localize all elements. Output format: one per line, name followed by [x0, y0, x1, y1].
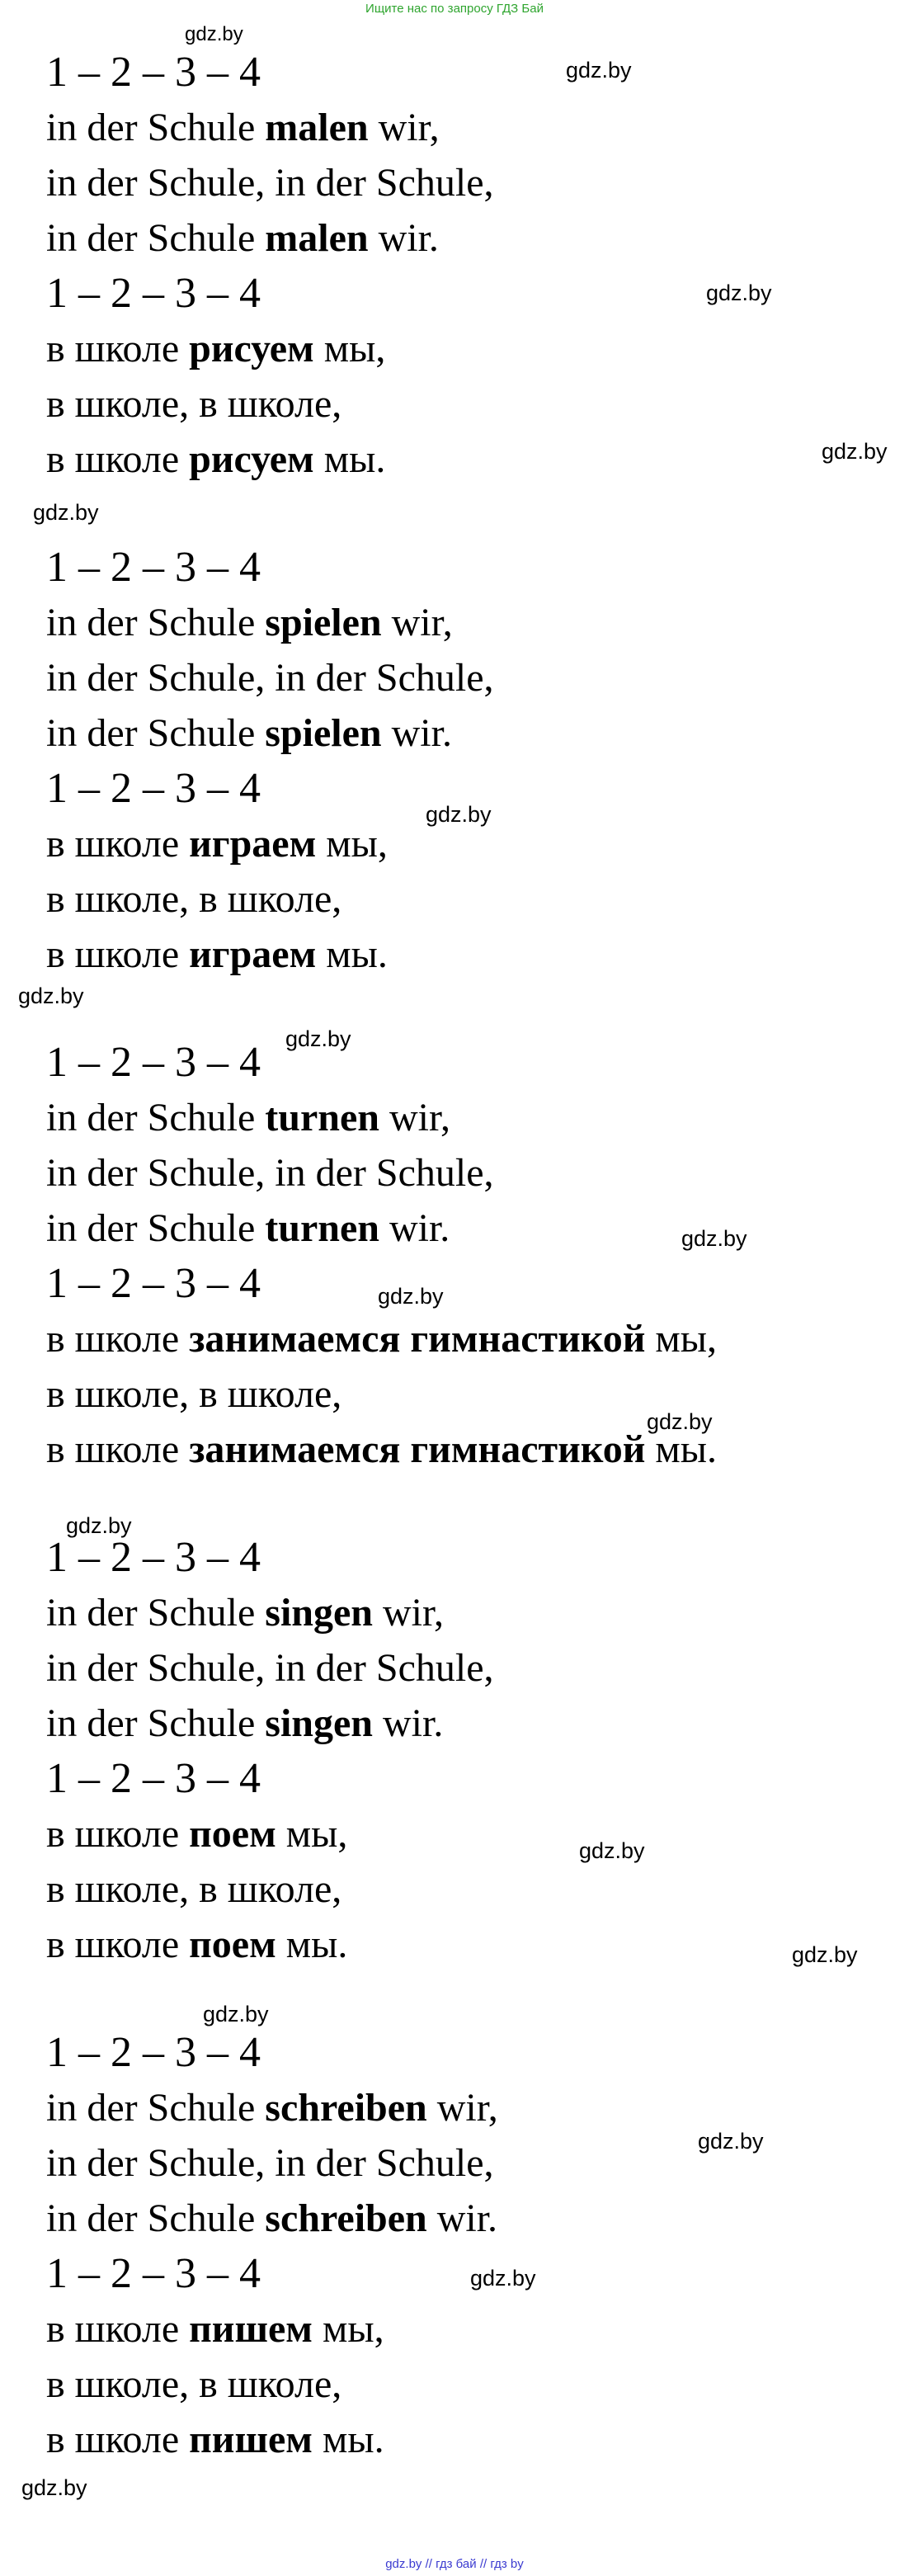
watermark: gdz.by — [792, 1942, 858, 1967]
german-line: in der Schule singen wir. — [46, 1701, 444, 1745]
watermark: gdz.by — [66, 1513, 132, 1538]
top-banner: Ищите нас по запросу ГДЗ Бай — [365, 2, 544, 16]
russian-line: в школе рисуем мы, — [46, 327, 386, 370]
watermark: gdz.by — [426, 802, 492, 827]
count-line: 1 – 2 – 3 – 4 — [46, 765, 261, 812]
count-line: 1 – 2 – 3 – 4 — [46, 2250, 261, 2297]
german-line: in der Schule, in der Schule, — [46, 161, 494, 205]
german-line: in der Schule, in der Schule, — [46, 656, 494, 700]
count-line: 1 – 2 – 3 – 4 — [46, 2029, 261, 2076]
watermark: gdz.by — [681, 1226, 747, 1251]
verb: поем — [189, 1923, 276, 1966]
watermark: gdz.by — [698, 2129, 764, 2154]
german-line: in der Schule schreiben wir, — [46, 2086, 498, 2130]
russian-line: в школе поем мы. — [46, 1923, 348, 1966]
german-line: in der Schule singen wir, — [46, 1591, 445, 1635]
russian-line: в школе играем мы. — [46, 932, 388, 976]
russian-line: в школе пишем мы, — [46, 2307, 384, 2351]
count-line: 1 – 2 – 3 – 4 — [46, 1534, 261, 1581]
german-line: in der Schule, in der Schule, — [46, 1646, 494, 1690]
russian-line: в школе играем мы, — [46, 822, 388, 866]
verb: пишем — [189, 2307, 313, 2351]
russian-line: в школе поем мы, — [46, 1812, 348, 1856]
verb: пишем — [189, 2418, 313, 2461]
russian-line: в школе пишем мы. — [46, 2418, 384, 2461]
watermark: gdz.by — [33, 500, 99, 525]
russian-line: в школе, в школе, — [46, 2362, 342, 2406]
verb: malen — [265, 216, 369, 260]
verb: turnen — [265, 1096, 379, 1139]
watermark: gdz.by — [21, 2475, 87, 2500]
german-line: in der Schule turnen wir, — [46, 1096, 451, 1139]
russian-line: в школе рисуем мы. — [46, 437, 386, 481]
verb: malen — [265, 106, 369, 149]
russian-line: в школе, в школе, — [46, 1867, 342, 1911]
verb: spielen — [265, 601, 382, 644]
verb: играем — [189, 932, 317, 976]
watermark: gdz.by — [822, 439, 888, 464]
russian-line: в школе, в школе, — [46, 382, 342, 426]
verb: schreiben — [265, 2086, 427, 2130]
count-line: 1 – 2 – 3 – 4 — [46, 270, 261, 317]
verb: занимаемся гимнастикой — [189, 1427, 646, 1471]
watermark: gdz.by — [579, 1838, 645, 1863]
watermark: gdz.by — [285, 1026, 351, 1051]
verb: turnen — [265, 1206, 379, 1250]
verb: schreiben — [265, 2196, 427, 2240]
russian-line: в школе, в школе, — [46, 877, 342, 921]
watermark: gdz.by — [185, 23, 243, 45]
watermark: gdz.by — [18, 984, 84, 1008]
german-line: in der Schule spielen wir. — [46, 711, 452, 755]
verb: singen — [265, 1701, 373, 1745]
count-line: 1 – 2 – 3 – 4 — [46, 544, 261, 591]
bottom-banner: gdz.by // гдз бай // гдз by — [385, 2557, 524, 2571]
verb: рисуем — [189, 437, 314, 481]
verb: поем — [189, 1812, 276, 1856]
german-line: in der Schule malen wir. — [46, 216, 439, 260]
watermark: gdz.by — [470, 2266, 536, 2291]
german-line: in der Schule turnen wir. — [46, 1206, 450, 1250]
stanza — [46, 2025, 896, 2467]
watermark: gdz.by — [647, 1409, 713, 1434]
verb: spielen — [265, 711, 382, 755]
russian-line: в школе занимаемся гимнастикой мы, — [46, 1317, 718, 1361]
russian-line: в школе занимаемся гимнастикой мы. — [46, 1427, 718, 1471]
watermark: gdz.by — [378, 1284, 444, 1309]
watermark: gdz.by — [203, 2002, 269, 2026]
watermark: gdz.by — [706, 281, 772, 305]
count-line: 1 – 2 – 3 – 4 — [46, 1260, 261, 1307]
stanza — [46, 45, 896, 487]
verb: рисуем — [189, 327, 314, 370]
stanza — [46, 1530, 896, 1972]
german-line: in der Schule malen wir, — [46, 106, 440, 149]
german-line: in der Schule, in der Schule, — [46, 2141, 494, 2185]
stanza — [46, 540, 896, 982]
stanza — [46, 1035, 896, 1477]
german-line: in der Schule spielen wir, — [46, 601, 453, 644]
count-line: 1 – 2 – 3 – 4 — [46, 49, 261, 96]
verb: singen — [265, 1591, 373, 1635]
german-line: in der Schule, in der Schule, — [46, 1151, 494, 1195]
watermark: gdz.by — [566, 58, 632, 83]
count-line: 1 – 2 – 3 – 4 — [46, 1755, 261, 1802]
song-text — [46, 45, 896, 2467]
verb: играем — [189, 822, 317, 866]
russian-line: в школе, в школе, — [46, 1372, 342, 1416]
verb: занимаемся гимнастикой — [189, 1317, 646, 1361]
german-line: in der Schule schreiben wir. — [46, 2196, 498, 2240]
count-line: 1 – 2 – 3 – 4 — [46, 1039, 261, 1086]
